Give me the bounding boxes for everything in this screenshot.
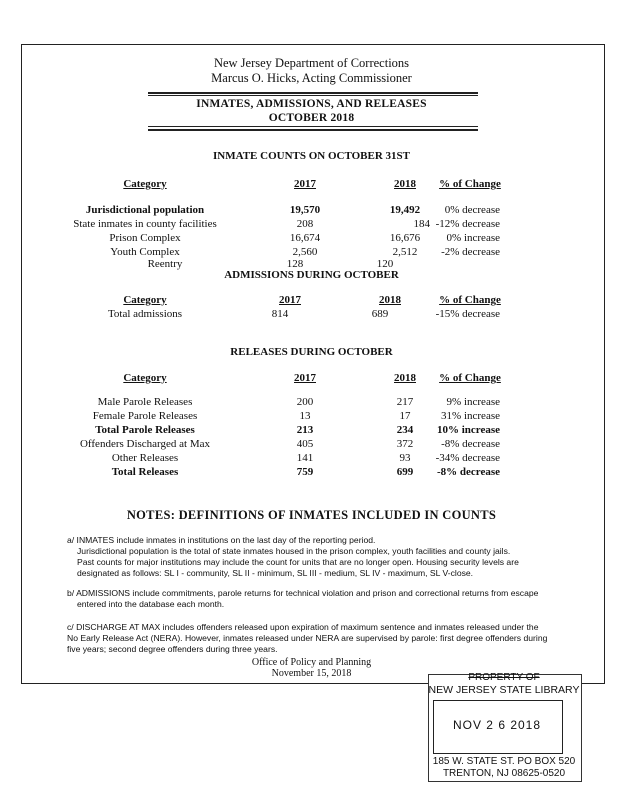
- notes-title: NOTES: DEFINITIONS OF INMATES INCLUDED IN COUNTS: [126, 508, 497, 522]
- header-rule-top-2: [148, 95, 478, 96]
- header-rule-top: [148, 92, 478, 94]
- stamp-library: NEW JERSEY STATE LIBRARY: [428, 684, 580, 696]
- stamp-address-1: 185 W. STATE ST. PO BOX 520: [432, 756, 576, 767]
- counts-col-2018: 2018: [394, 178, 416, 190]
- note-b: b/ ADMISSIONS include commitments, parole returns for technical violation and prison and correctional returns from escape entered into the database each month.: [67, 588, 539, 609]
- releases-col-change: % of Change: [439, 372, 501, 384]
- releases-heading: RELEASES DURING OCTOBER: [230, 346, 393, 358]
- admissions-col-2018: 2018: [379, 294, 401, 306]
- admissions-heading: ADMISSIONS DURING OCTOBER: [224, 269, 399, 281]
- stamp-date: NOV 2 6 2018: [452, 718, 542, 732]
- admissions-col-category: Category: [123, 294, 167, 306]
- office-name: Office of Policy and Planning: [251, 657, 372, 668]
- releases-col-category: Category: [123, 372, 167, 384]
- counts-heading: INMATE COUNTS ON OCTOBER 31ST: [212, 150, 411, 162]
- commissioner-name: Marcus O. Hicks, Acting Commissioner: [211, 71, 412, 85]
- note-a: a/ INMATES include inmates in institutions on the last day of the reporting period. Jurisdictional population is the total of state inmates housed in the prison complex, youth facilities and county jails. Past counts for major institutions may include the count for units that are no longer open. Housing security levels are designated as follows: SL I - community, SL II - minimum, SL III - medium, SL IV - maximum, SL V-close.: [67, 535, 519, 578]
- counts-col-category: Category: [123, 178, 167, 190]
- stamp-property: PROPERTY OF: [468, 672, 540, 683]
- department-name: New Jersey Department of Corrections: [213, 56, 410, 70]
- header-rule-bottom: [148, 126, 478, 127]
- releases-col-2017: 2017: [294, 372, 316, 384]
- counts-col-change: % of Change: [439, 178, 501, 190]
- report-month: OCTOBER 2018: [268, 112, 355, 124]
- header-rule-bottom-2: [148, 129, 478, 131]
- report-title: INMATES, ADMISSIONS, AND RELEASES: [196, 98, 427, 110]
- admissions-col-2017: 2017: [279, 294, 301, 306]
- stamp-address-2: TRENTON, NJ 08625-0520: [442, 768, 566, 779]
- admissions-col-change: % of Change: [439, 294, 501, 306]
- counts-col-2017: 2017: [294, 178, 316, 190]
- note-c: c/ DISCHARGE AT MAX includes offenders released upon expiration of maximum sentence and inmates released under the No Early Release Act (NERA). However, inmates released under NERA are supervised by parole: first degree offenders during five years; second degree offenders during three years.: [67, 622, 548, 654]
- releases-col-2018: 2018: [394, 372, 416, 384]
- report-date: November 15, 2018: [271, 668, 352, 679]
